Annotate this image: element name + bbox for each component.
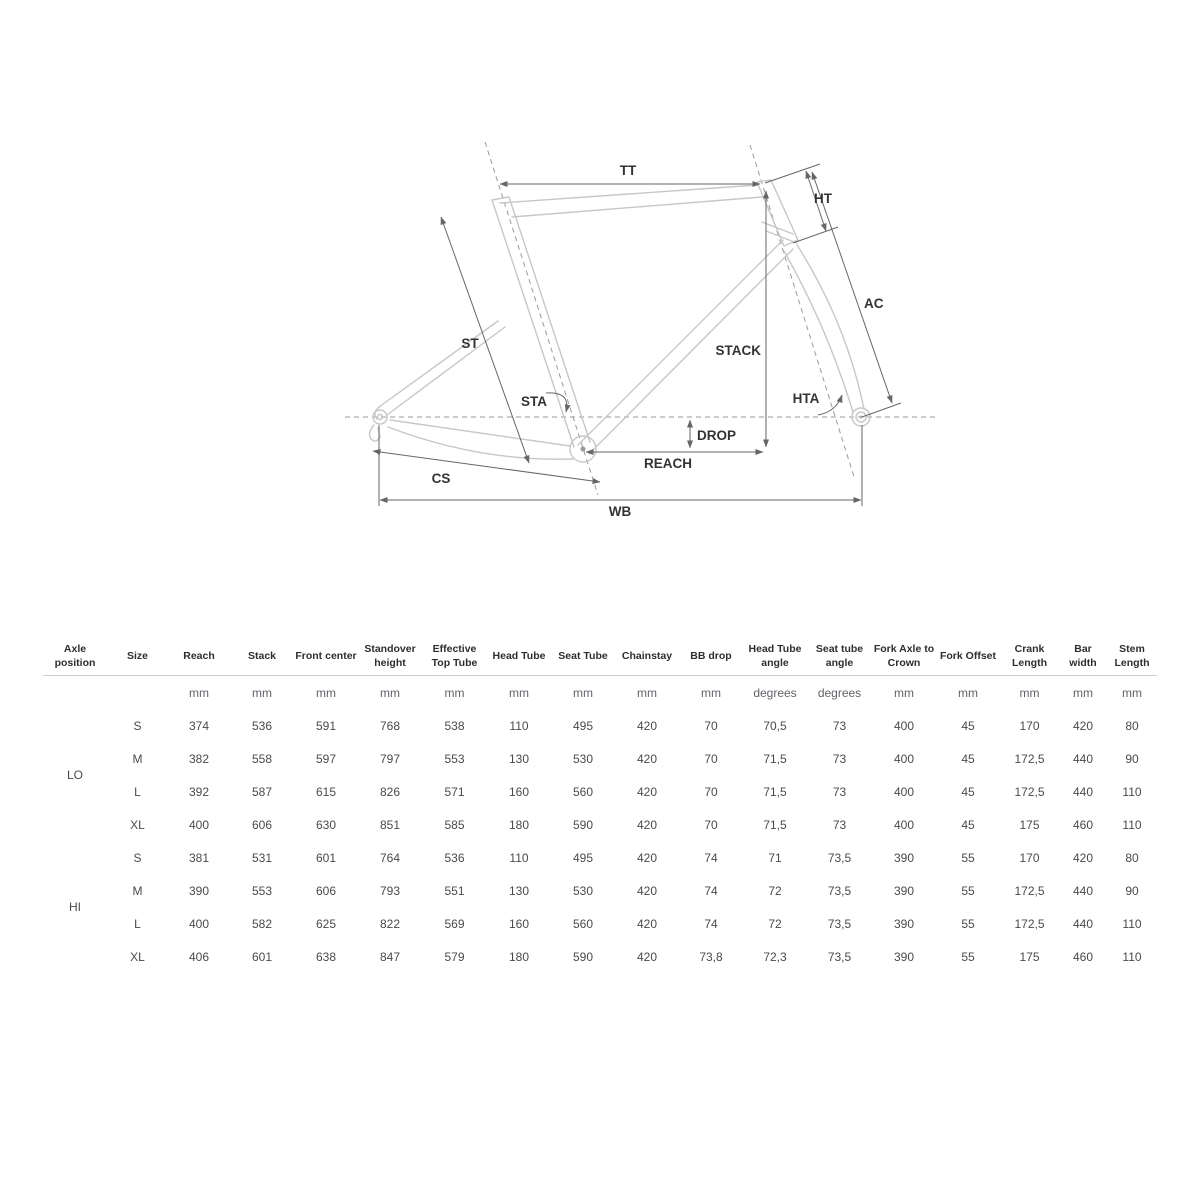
cell: 130	[508, 751, 530, 766]
col-bb-drop: BB drop	[679, 638, 743, 676]
geometry-table-section	[43, 638, 1157, 973]
col-seat-tube: Seat Tube	[551, 638, 615, 676]
label-sta: STA	[521, 394, 547, 409]
col-stem-length: Stem Length	[1107, 638, 1157, 676]
cell: 74	[704, 916, 718, 931]
cell: 440	[1072, 751, 1094, 766]
table-row-hi-xl	[43, 940, 1157, 973]
cell: 400	[893, 718, 915, 733]
cell: 180	[508, 949, 530, 964]
cell: 531	[251, 850, 273, 865]
unit-cell: mm	[189, 685, 209, 700]
col-axle-position: Axle position	[43, 638, 107, 676]
cell: 400	[893, 751, 915, 766]
cell: 420	[636, 916, 658, 931]
header-row	[43, 638, 1157, 676]
geometry-table	[43, 638, 1157, 973]
label-st: ST	[461, 336, 479, 351]
cell: 55	[961, 949, 975, 964]
cell: 440	[1072, 784, 1094, 799]
cell: 70,5	[763, 718, 787, 733]
cell: 172,5	[1014, 883, 1045, 898]
label-tt: TT	[619, 163, 637, 178]
size-cell: L	[134, 784, 141, 799]
col-stack: Stack	[230, 638, 294, 676]
size-cell: XL	[130, 949, 145, 964]
cell: 160	[508, 784, 530, 799]
cell: 582	[251, 916, 273, 931]
cell: 73,5	[827, 850, 852, 865]
cell: 390	[893, 850, 915, 865]
ext-head-bottom	[793, 227, 838, 243]
label-stack: STACK	[715, 343, 761, 358]
cell: 70	[704, 751, 718, 766]
cell: 538	[444, 718, 465, 733]
table-row-lo-xl	[43, 808, 1157, 841]
size-cell: S	[133, 850, 142, 865]
cell: 630	[315, 817, 337, 832]
diagram-labels	[432, 163, 884, 519]
cell: 495	[572, 850, 594, 865]
cell: 585	[444, 817, 465, 832]
cell: 80	[1125, 850, 1139, 865]
unit-cell: mm	[637, 685, 657, 700]
ext-front-axle	[862, 403, 901, 417]
cell: 420	[636, 883, 658, 898]
table-row-lo-l	[43, 775, 1157, 808]
cell: 72,3	[763, 949, 787, 964]
dim-axle-to-crown	[812, 172, 892, 403]
cell: 160	[508, 916, 530, 931]
dim-chainstay	[373, 451, 600, 482]
cell: 551	[444, 883, 465, 898]
axle-position-lo: LO	[66, 768, 83, 782]
cell: 74	[704, 850, 718, 865]
label-wb: WB	[608, 504, 632, 519]
cell: 392	[188, 784, 210, 799]
col-seat-tube-angle: Seat tube angle	[807, 638, 872, 676]
col-fork-offset: Fork Offset	[936, 638, 1000, 676]
cell: 110	[1122, 949, 1142, 964]
cell: 55	[961, 916, 975, 931]
unit-cell: mm	[444, 685, 465, 700]
cell: 560	[572, 916, 594, 931]
col-head-tube-angle: Head Tube angle	[743, 638, 807, 676]
cell: 587	[251, 784, 273, 799]
cell: 45	[961, 718, 975, 733]
frame-outline	[370, 180, 870, 462]
unit-cell: mm	[252, 685, 272, 700]
cell: 45	[961, 784, 975, 799]
size-cell: M	[132, 751, 143, 766]
cell: 382	[188, 751, 210, 766]
col-bar-width: Bar width	[1059, 638, 1107, 676]
table-row-lo-s	[43, 709, 1157, 742]
cell: 74	[704, 883, 718, 898]
table-row-lo-m	[43, 742, 1157, 775]
size-cell: S	[133, 718, 142, 733]
cell: 440	[1072, 916, 1094, 931]
cell: 460	[1072, 817, 1094, 832]
col-chainstay: Chainstay	[615, 638, 679, 676]
cell: 571	[444, 784, 465, 799]
cell: 172,5	[1014, 751, 1045, 766]
label-hta: HTA	[792, 391, 820, 406]
unit-cell: mm	[1122, 685, 1142, 700]
cell: 374	[188, 718, 210, 733]
cell: 558	[251, 751, 273, 766]
cell: 71,5	[763, 817, 787, 832]
cell: 847	[379, 949, 401, 964]
cell: 70	[704, 817, 718, 832]
cell: 381	[188, 850, 210, 865]
cell: 73	[832, 817, 847, 832]
unit-cell: mm	[1019, 685, 1040, 700]
label-cs: CS	[431, 471, 451, 486]
cell: 625	[315, 916, 337, 931]
cell: 530	[572, 751, 594, 766]
cell: 45	[961, 817, 975, 832]
cell: 560	[572, 784, 594, 799]
col-effective-top-tube: Effective Top Tube	[422, 638, 487, 676]
cell: 170	[1019, 850, 1040, 865]
cell: 591	[315, 718, 337, 733]
unit-cell: mm	[894, 685, 914, 700]
fork-blades	[784, 245, 864, 412]
cell: 400	[893, 784, 915, 799]
cell: 175	[1019, 817, 1040, 832]
chain-stays	[388, 420, 573, 459]
cell: 606	[315, 883, 337, 898]
cell: 553	[444, 751, 465, 766]
cell: 180	[508, 817, 530, 832]
col-front-center: Front center	[294, 638, 358, 676]
cell: 73	[832, 718, 847, 733]
cell: 460	[1072, 949, 1094, 964]
cell: 110	[1122, 916, 1142, 931]
cell: 390	[188, 883, 210, 898]
col-head-tube: Head Tube	[487, 638, 551, 676]
cell: 172,5	[1014, 784, 1045, 799]
cell: 495	[572, 718, 594, 733]
cell: 80	[1125, 718, 1139, 733]
label-drop: DROP	[697, 428, 737, 443]
cell: 70	[704, 784, 718, 799]
cell: 45	[961, 751, 975, 766]
cell: 590	[572, 817, 594, 832]
cell: 175	[1019, 949, 1040, 964]
cell: 764	[379, 850, 401, 865]
label-reach: REACH	[643, 456, 693, 471]
seat-stays	[375, 321, 505, 419]
size-cell: L	[134, 916, 141, 931]
ext-head-top	[765, 164, 820, 183]
units-spacer	[43, 676, 168, 710]
unit-cell: mm	[1073, 685, 1093, 700]
cell: 390	[893, 916, 915, 931]
cell: 420	[1072, 718, 1094, 733]
unit-cell: degrees	[753, 685, 797, 700]
col-reach: Reach	[168, 638, 230, 676]
unit-cell: mm	[958, 685, 978, 700]
unit-cell: mm	[380, 685, 400, 700]
derailleur-hanger	[370, 425, 380, 441]
cell: 90	[1125, 751, 1139, 766]
cell: 797	[379, 751, 401, 766]
cell: 130	[508, 883, 530, 898]
cell: 170	[1019, 718, 1040, 733]
cell: 390	[893, 949, 915, 964]
top-tube	[500, 185, 762, 217]
cell: 400	[188, 817, 210, 832]
col-fork-axle-to-crown: Fork Axle to Crown	[872, 638, 936, 676]
cell: 400	[893, 817, 915, 832]
cell: 73	[832, 751, 847, 766]
unit-cell: mm	[701, 685, 721, 700]
cell: 73,5	[827, 916, 852, 931]
unit-cell: mm	[509, 685, 529, 700]
cell: 420	[636, 850, 658, 865]
label-ht: HT	[814, 191, 832, 206]
cell: 822	[379, 916, 401, 931]
cell: 110	[509, 718, 529, 733]
size-cell: M	[132, 883, 143, 898]
cell: 72	[768, 883, 782, 898]
cell: 569	[444, 916, 465, 931]
cell: 553	[251, 883, 273, 898]
cell: 597	[315, 751, 337, 766]
cell: 71,5	[763, 751, 787, 766]
cell: 110	[1122, 817, 1142, 832]
cell: 536	[444, 850, 465, 865]
cell: 73,8	[699, 949, 723, 964]
unit-cell: mm	[573, 685, 593, 700]
size-cell: XL	[130, 817, 145, 832]
seat-tube	[492, 197, 590, 447]
cell: 73,5	[827, 949, 852, 964]
table-row-hi-l	[43, 907, 1157, 940]
cell: 606	[251, 817, 273, 832]
cell: 420	[636, 949, 658, 964]
cell: 390	[893, 883, 915, 898]
cell: 110	[509, 850, 529, 865]
cell: 601	[251, 949, 273, 964]
cell: 406	[188, 949, 210, 964]
cell: 793	[379, 883, 401, 898]
cell: 420	[636, 817, 658, 832]
dim-seat-tube	[441, 217, 529, 463]
cell: 71,5	[763, 784, 787, 799]
dim-head-angle-arc	[818, 395, 842, 415]
cell: 579	[444, 949, 465, 964]
cell: 71	[768, 850, 782, 865]
cell: 72	[768, 916, 782, 931]
cell: 172,5	[1014, 916, 1045, 931]
col-standover-height: Standover height	[358, 638, 422, 676]
cell: 400	[188, 916, 210, 931]
col-size: Size	[107, 638, 168, 676]
cell: 420	[636, 751, 658, 766]
cell: 768	[379, 718, 401, 733]
cell: 590	[572, 949, 594, 964]
cell: 536	[251, 718, 273, 733]
cell: 420	[636, 784, 658, 799]
cell: 90	[1125, 883, 1139, 898]
cell: 851	[379, 817, 401, 832]
cell: 110	[1122, 784, 1142, 799]
unit-cell: mm	[316, 685, 336, 700]
cell: 615	[315, 784, 337, 799]
cell: 420	[1072, 850, 1094, 865]
label-ac: AC	[864, 296, 884, 311]
cell: 826	[379, 784, 401, 799]
cell: 601	[315, 850, 337, 865]
bottom-bracket-center	[581, 447, 586, 452]
dimension-lines	[373, 164, 901, 506]
unit-cell: degrees	[817, 685, 862, 700]
cell: 638	[315, 949, 337, 964]
col-crank-length: Crank Length	[1000, 638, 1059, 676]
cell: 440	[1072, 883, 1094, 898]
cell: 55	[961, 850, 975, 865]
units-row	[43, 676, 1157, 710]
table-row-hi-s	[43, 841, 1157, 874]
cell: 420	[636, 718, 658, 733]
table-row-hi-m	[43, 874, 1157, 907]
cell: 73	[832, 784, 847, 799]
cell: 70	[704, 718, 718, 733]
axle-position-hi: HI	[69, 900, 81, 914]
cell: 55	[961, 883, 975, 898]
cell: 73,5	[827, 883, 852, 898]
cell: 530	[572, 883, 594, 898]
